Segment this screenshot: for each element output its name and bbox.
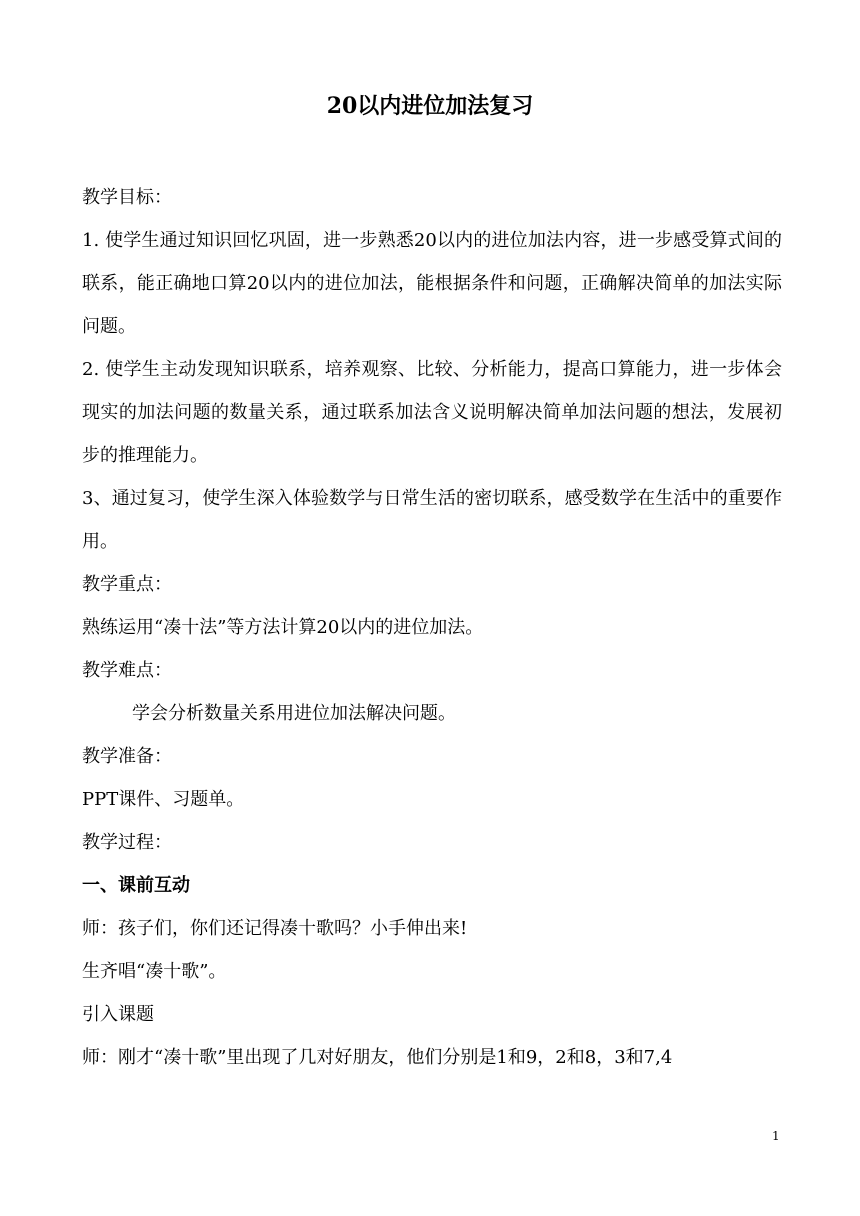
process-heading: 教学过程： bbox=[82, 832, 172, 853]
document-title: 20以内进位加法复习 bbox=[326, 93, 534, 119]
document-body bbox=[82, 176, 782, 1079]
key-points-text: 熟练运用“凑十法”等方法计算20以内的进位加法。 bbox=[82, 617, 484, 638]
dialogue-line-2: 生齐唱“凑十歌”。 bbox=[82, 961, 227, 982]
goal-item-1: 1. 使学生通过知识回忆巩固，进一步熟悉20以内的进位加法内容，进一步感受算式间的联系，能正确地口算20以内的进位加法，能根据条件和问题，正确解决简单的加法实际问题。 bbox=[82, 230, 782, 337]
difficulties-heading: 教学难点： bbox=[82, 660, 172, 681]
introduce-topic: 引入课题 bbox=[82, 1004, 154, 1025]
dialogue-line-3: 师：刚才“凑十歌”里出现了几对好朋友，他们分别是1和9，2和8，3和7,4 bbox=[82, 1047, 673, 1068]
page-number: 1 bbox=[772, 1129, 780, 1143]
key-points-heading: 教学重点： bbox=[82, 574, 172, 595]
teaching-goals-heading: 教学目标： bbox=[82, 187, 172, 208]
preparation-text: PPT课件、习题单。 bbox=[82, 789, 245, 810]
preparation-heading: 教学准备： bbox=[82, 746, 172, 767]
difficulties-text: 学会分析数量关系用进位加法解决问题。 bbox=[132, 703, 456, 724]
section-1-heading: 一、课前互动 bbox=[82, 875, 190, 896]
dialogue-line-1: 师：孩子们，你们还记得凑十歌吗？小手伸出来! bbox=[82, 918, 468, 939]
goal-item-3: 3、通过复习，使学生深入体验数学与日常生活的密切联系，感受数学在生活中的重要作用。 bbox=[82, 488, 782, 552]
goal-item-2: 2. 使学生主动发现知识联系，培养观察、比较、分析能力，提高口算能力，进一步体会现实的加法问题的数量关系，通过联系加法含义说明解决简单加法问题的想法，发展初步的推理能力。 bbox=[82, 359, 782, 466]
